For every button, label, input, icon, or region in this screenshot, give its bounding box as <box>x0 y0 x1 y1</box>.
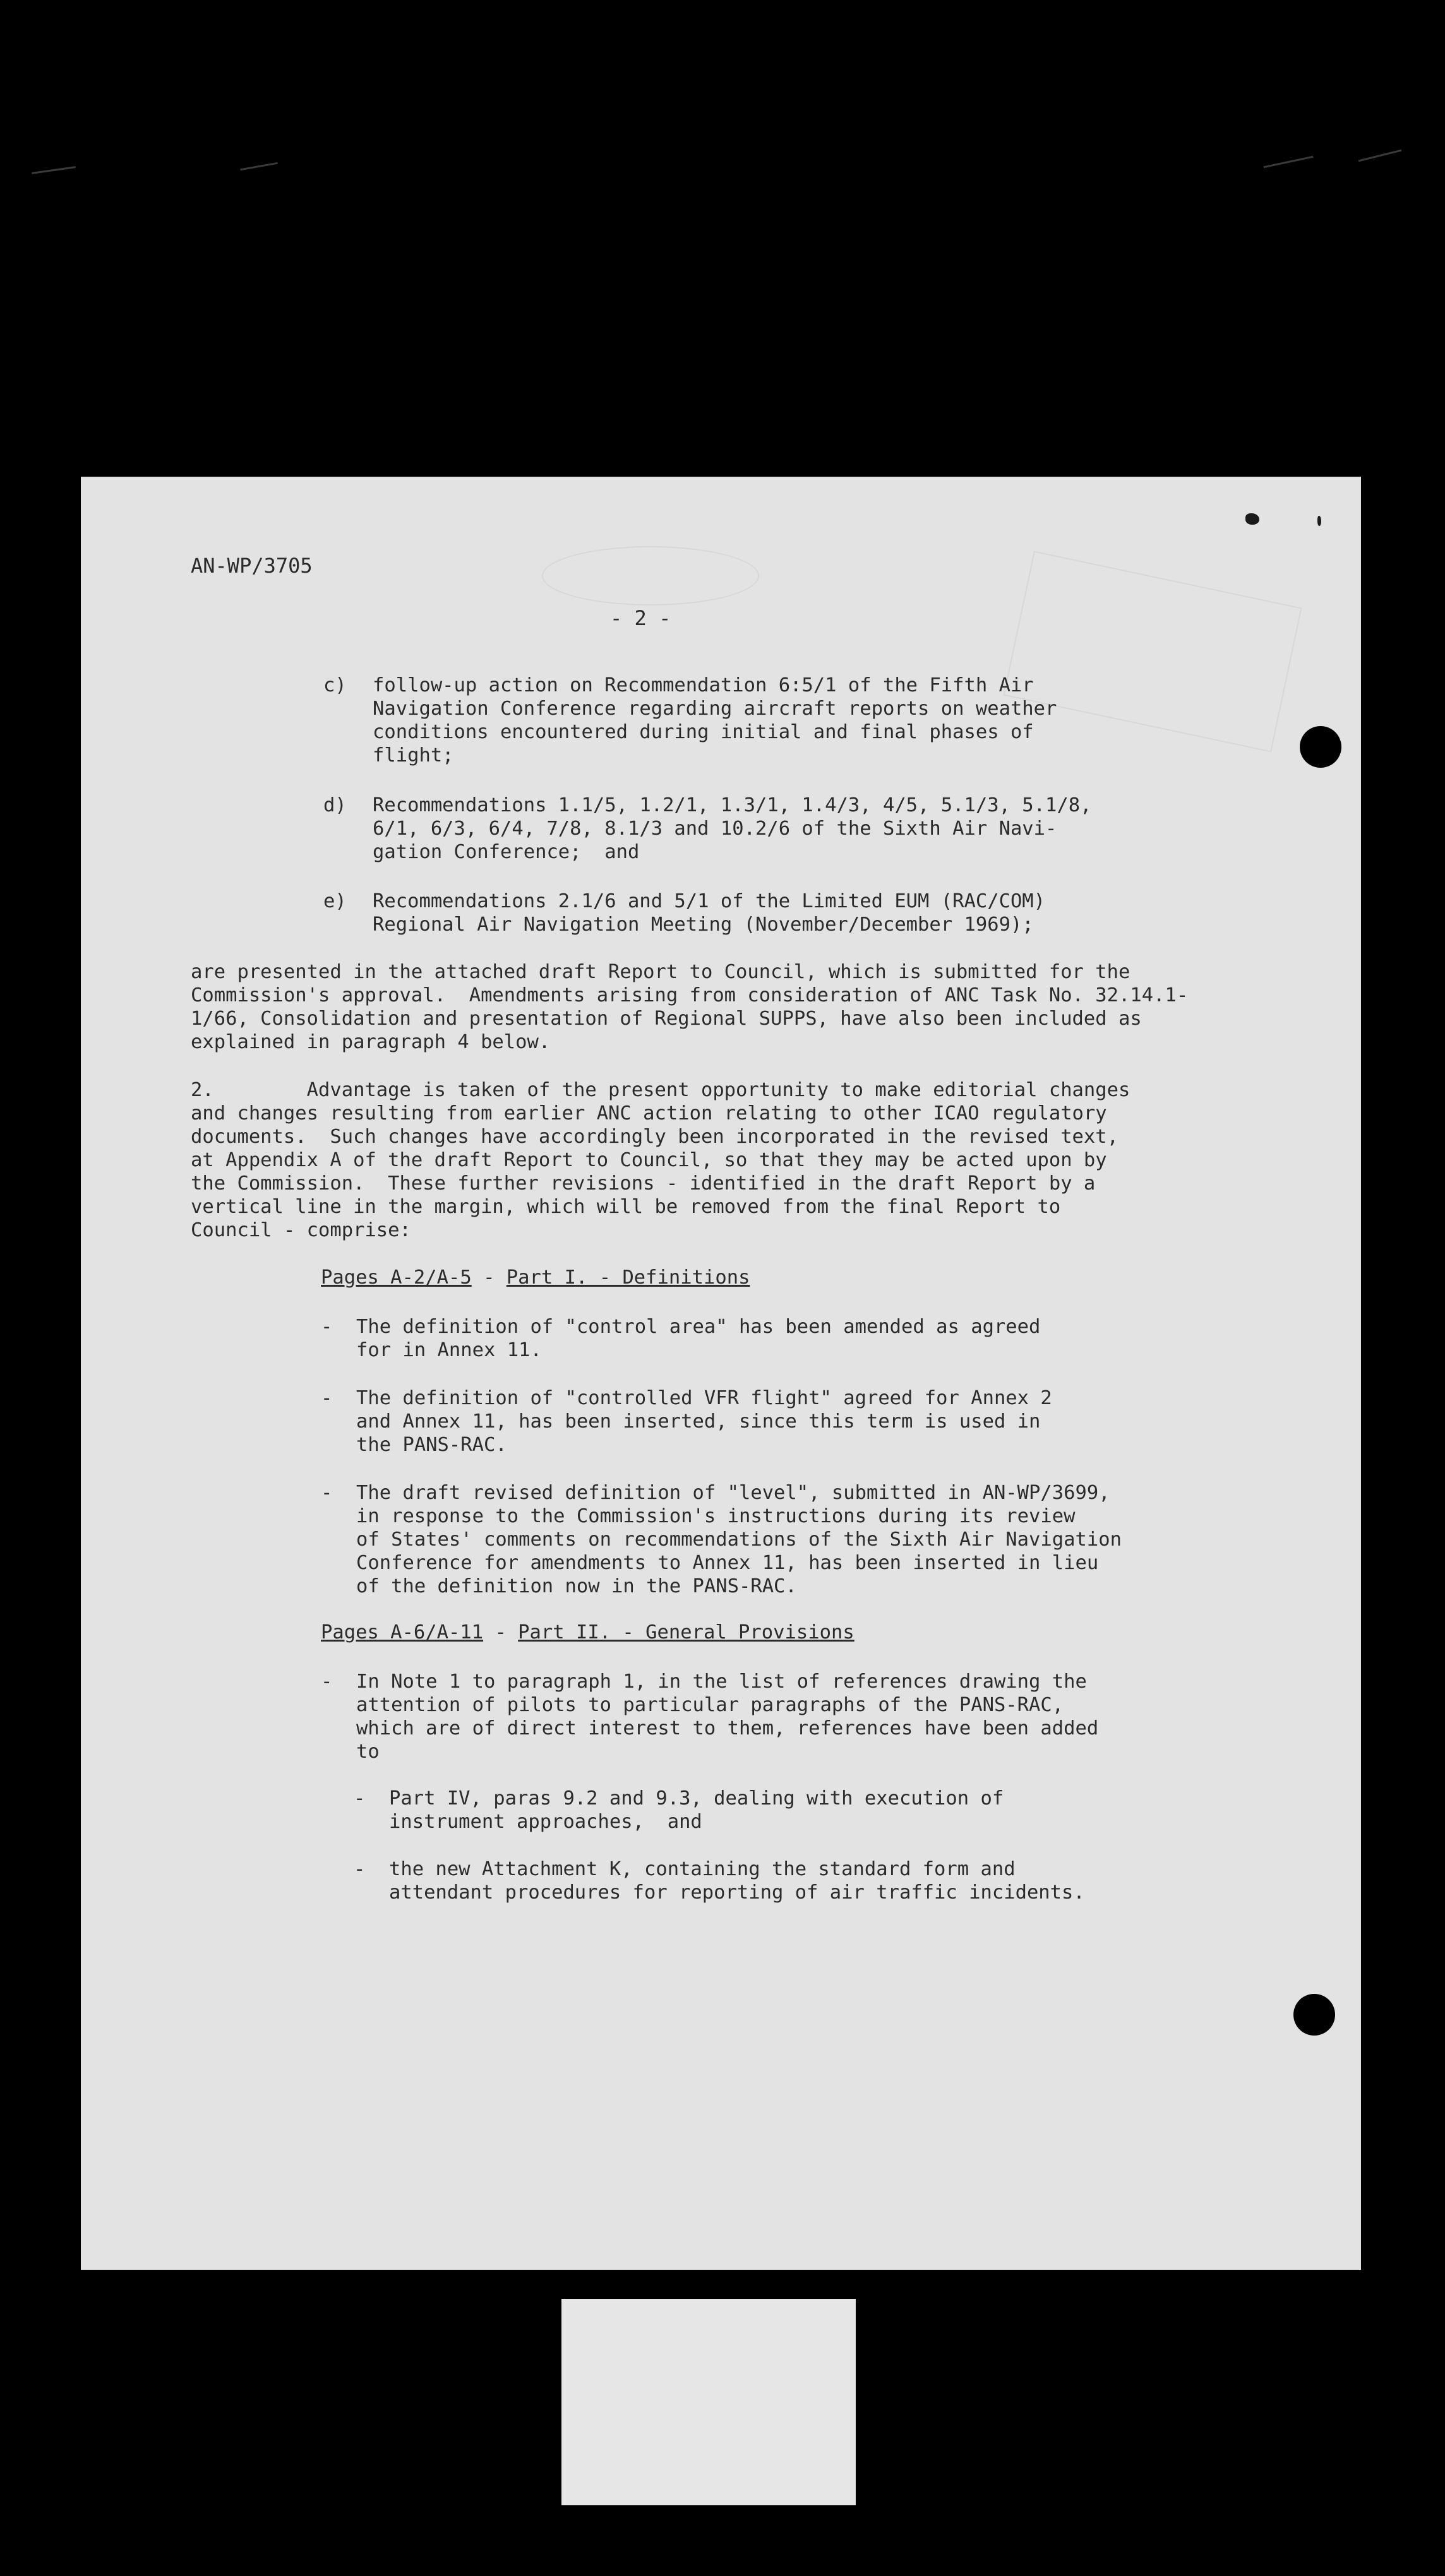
scan-mark <box>1358 150 1402 162</box>
text-line: and changes resulting from earlier ANC action relating to other ICAO regulatory <box>191 1102 1107 1124</box>
text-line: the new Attachment K, containing the standard form and <box>389 1858 1016 1880</box>
item-label: e) <box>323 890 347 912</box>
bullet-text <box>356 1315 1040 1362</box>
text-line: The definition of "controlled VFR flight" agreed for Annex 2 <box>356 1387 1052 1409</box>
scan-mark <box>1264 156 1314 169</box>
bullet-text <box>356 1481 1122 1598</box>
faded-seal <box>542 546 759 605</box>
text-line: which are of direct interest to them, references have been added <box>356 1717 1099 1739</box>
text-line: documents. Such changes have accordingly been incorporated in the revised text, <box>191 1126 1119 1148</box>
scan-mark <box>32 166 76 174</box>
text-line: The definition of "control area" has been amended as agreed <box>356 1316 1041 1338</box>
bullet-dash: - <box>354 1858 366 1880</box>
blank-slip <box>561 2299 856 2505</box>
text-line: Recommendations 1.1/5, 1.2/1, 1.3/1, 1.4/3, 4/5, 5.1/3, 5.1/8, <box>373 794 1092 816</box>
section-part: Part II. - General Provisions <box>518 1621 854 1643</box>
item-text <box>373 674 1057 767</box>
paragraph-2 <box>191 1078 1130 1242</box>
bullet-text <box>356 1670 1098 1763</box>
text-line: and Annex 11, has been inserted, since this term is used in <box>356 1410 1041 1433</box>
text-line: The draft revised definition of "level", submitted in AN-WP/3699, <box>356 1482 1110 1504</box>
ink-spot <box>1317 516 1321 526</box>
text-line: instrument approaches, and <box>389 1811 702 1833</box>
bullet-text <box>389 1787 1004 1834</box>
section-part: Part I. - Definitions <box>506 1267 750 1289</box>
text-line: explained in paragraph 4 below. <box>191 1031 551 1053</box>
text-line: to <box>356 1741 380 1763</box>
ink-spot <box>1245 513 1259 525</box>
bullet-dash: - <box>321 1387 333 1409</box>
section-heading <box>321 1266 750 1289</box>
bullet-text <box>389 1857 1085 1904</box>
text-line: of States' comments on recommendations of the Sixth Air Navigation <box>356 1529 1122 1551</box>
text-line: 6/1, 6/3, 6/4, 7/8, 8.1/3 and 10.2/6 of the Sixth Air Navi- <box>373 818 1057 840</box>
section-heading <box>321 1621 854 1644</box>
text-line: Recommendations 2.1/6 and 5/1 of the Limited EUM (RAC/COM) <box>373 890 1046 912</box>
scan-mark <box>240 162 278 170</box>
document-page <box>81 477 1361 2270</box>
section-pages: Pages A-6/A-11 <box>321 1621 484 1643</box>
text-line: 2. Advantage is taken of the present opportunity to make editorial changes <box>191 1079 1130 1101</box>
text-line: the Commission. These further revisions - identified in the draft Report by a <box>191 1172 1096 1195</box>
text-line: In Note 1 to paragraph 1, in the list of references drawing the <box>356 1671 1087 1693</box>
section-pages: Pages A-2/A-5 <box>321 1267 472 1289</box>
text-line: of the definition now in the PANS-RAC. <box>356 1575 797 1597</box>
text-line: conditions encountered during initial and final phases of <box>373 721 1034 743</box>
bullet-dash: - <box>321 1482 333 1504</box>
item-text <box>373 890 1045 936</box>
bullet-dash: - <box>321 1671 333 1693</box>
bullet-dash: - <box>321 1316 333 1338</box>
text-line: the PANS-RAC. <box>356 1434 507 1456</box>
text-line: gation Conference; and <box>373 841 640 863</box>
text-line: follow-up action on Recommendation 6:5/1 of the Fifth Air <box>373 674 1034 696</box>
text-line: 1/66, Consolidation and presentation of Regional SUPPS, have also been included as <box>191 1008 1142 1030</box>
section-separator: - <box>471 1267 507 1289</box>
text-line: Regional Air Navigation Meeting (November/December 1969); <box>373 914 1034 936</box>
text-line: Commission's approval. Amendments arising from consideration of ANC Task No. 32.14.1- <box>191 984 1189 1006</box>
bullet-dash: - <box>354 1787 366 1810</box>
text-line: Conference for amendments to Annex 11, has been inserted in lieu <box>356 1552 1099 1574</box>
page-number: - 2 - <box>610 606 671 630</box>
item-text <box>373 794 1091 864</box>
document-reference: AN-WP/3705 <box>191 554 313 578</box>
bullet-text <box>356 1386 1052 1457</box>
text-line: in response to the Commission's instructions during its review <box>356 1505 1076 1527</box>
text-line: vertical line in the margin, which will be removed from the final Report to <box>191 1196 1061 1218</box>
text-line: Council - comprise: <box>191 1219 411 1241</box>
section-separator: - <box>483 1621 519 1643</box>
punch-hole-top <box>1300 726 1341 768</box>
text-line: Part IV, paras 9.2 and 9.3, dealing with execution of <box>389 1787 1004 1810</box>
text-line: attendant procedures for reporting of air traffic incidents. <box>389 1881 1085 1904</box>
text-line: attention of pilots to particular paragraphs of the PANS-RAC, <box>356 1694 1064 1716</box>
item-label: c) <box>323 674 347 696</box>
text-line: are presented in the attached draft Report to Council, which is submitted for the <box>191 961 1130 983</box>
text-line: for in Annex 11. <box>356 1339 542 1361</box>
text-line: flight; <box>373 744 454 766</box>
punch-hole-bottom <box>1293 1994 1335 2036</box>
text-line: at Appendix A of the draft Report to Council, so that they may be acted upon by <box>191 1149 1107 1171</box>
paragraph-continuation <box>191 960 1188 1054</box>
item-label: d) <box>323 794 347 816</box>
text-line: Navigation Conference regarding aircraft reports on weather <box>373 698 1057 720</box>
